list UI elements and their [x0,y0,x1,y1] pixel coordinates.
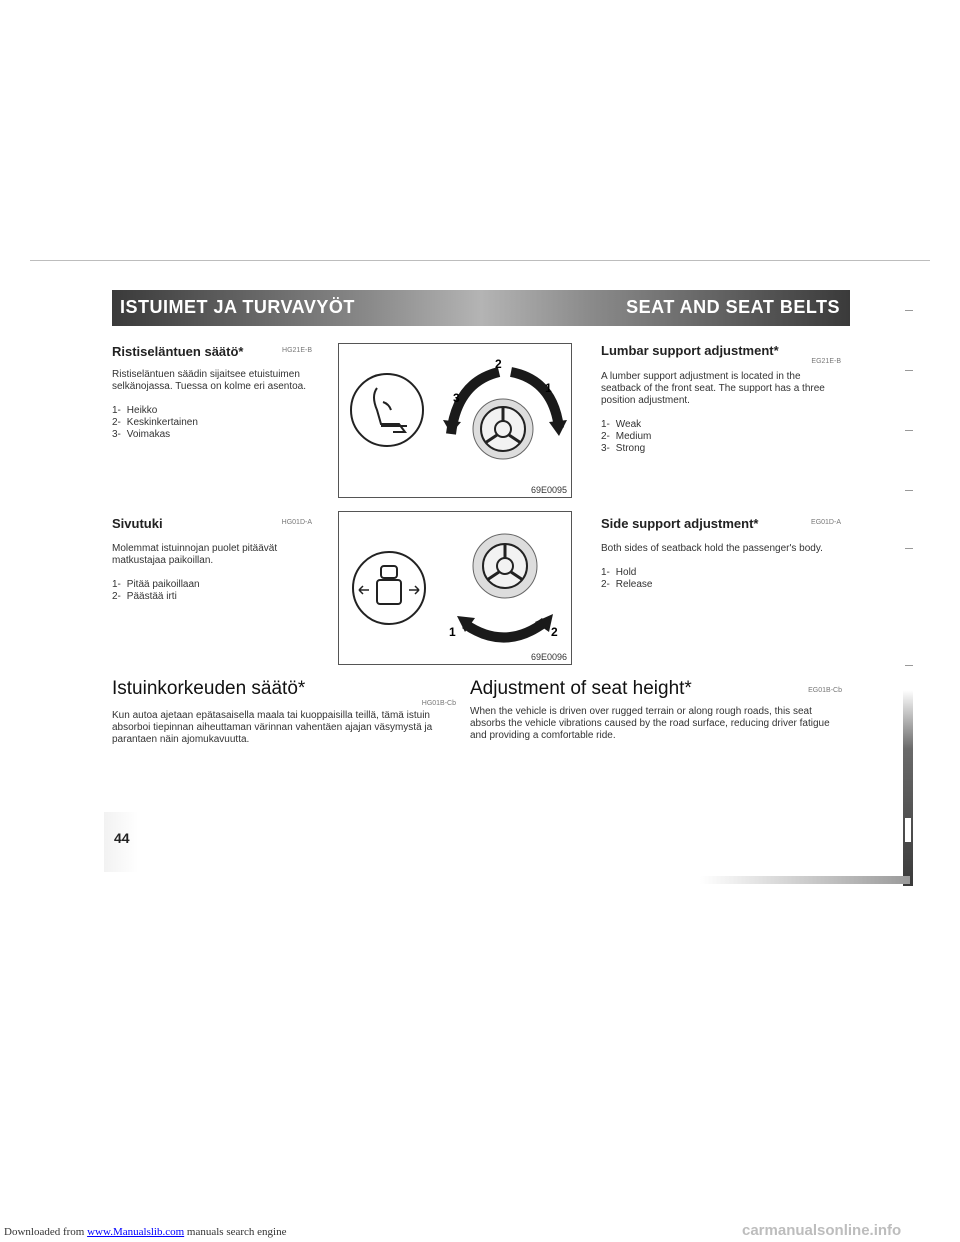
page-number: 44 [114,830,130,846]
list-item: 1- Pitää paikoillaan [112,579,200,590]
fi-lumbar-section [112,343,312,441]
en-side-title: Side support adjustment* [601,516,759,531]
fi-side-code: HG01D-A [281,519,312,526]
side-support-diagram [339,512,571,664]
position-label: 1 [449,625,456,639]
fi-side-section [112,515,312,603]
position-label: 2 [551,625,558,639]
list-item: 1- Hold [601,567,637,578]
en-lumbar-section [601,343,841,455]
en-lumbar-list [601,419,841,455]
en-side-section [601,515,841,591]
seat-icon [351,374,423,446]
en-lumbar-code: EG21E-B [811,358,841,365]
fi-height-title: Istuinkorkeuden säätö* [112,678,306,699]
fi-height-section [112,678,456,746]
top-rule [30,260,930,261]
fi-lumbar-title: Ristiseläntuen säätö* [112,344,244,359]
margin-tick [905,548,913,549]
position-label: 1 [545,381,552,395]
position-label: 2 [495,357,502,371]
footer-prefix: Downloaded from [4,1226,88,1238]
manualslib-link[interactable]: www.Manualslib.com [87,1226,185,1238]
list-item: 2- Medium [601,431,652,442]
en-lumbar-title: Lumbar support adjustment* [601,343,779,358]
list-item: 3- Voimakas [112,429,171,440]
figure-code: 69E0096 [530,652,567,662]
fi-side-title: Sivutuki [112,516,163,531]
banner-title-english: SEAT AND SEAT BELTS [626,297,840,317]
position-label: 3 [453,391,460,405]
binding-edge [903,690,913,886]
en-lumbar-text: A lumber support adjustment is located in the seatback of the front seat. The support has a three position adjustment. [601,371,825,406]
en-side-text: Both sides of seatback hold the passenger's body. [601,543,823,554]
list-item: 2- Release [601,579,653,590]
margin-tick [905,430,913,431]
list-item: 1- Weak [601,419,642,430]
fi-lumbar-list [112,405,312,441]
lumbar-figure [338,343,572,498]
en-height-section [470,678,842,742]
fi-side-text: Molemmat istuinnojan puolet pitäävät matkustajaa paikoillan. [112,543,278,566]
footer-suffix: manuals search engine [184,1226,287,1238]
download-footer [4,1226,286,1238]
list-item: 2- Keskinkertainen [112,417,198,428]
figure-code: 69E0095 [530,485,567,495]
lumbar-diagram [339,344,571,497]
en-height-text: When the vehicle is driven over rugged terrain or along rough roads, this seat absorbs the vehicle vibrations caused by the road surface, reducing driver fatigue and providing a comfortable ride. [470,706,830,741]
seat-side-icon [353,552,425,624]
binding-edge-highlight [905,818,911,842]
margin-tick [905,490,913,491]
side-support-figure [338,511,572,665]
side-knob-icon [473,534,537,598]
fi-height-code: HG01B-Cb [421,700,456,707]
fi-side-list [112,579,312,603]
fi-lumbar-code: HG21E-B [282,347,312,354]
list-item: 2- Päästää irti [112,591,177,602]
section-banner [112,290,850,326]
rotation-arrow-icon [457,614,553,638]
margin-tick [905,665,913,666]
list-item: 3- Strong [601,443,646,454]
en-side-list [601,567,841,591]
site-watermark: carmanualsonline.info [742,1222,902,1239]
margin-tick [905,370,913,371]
en-height-code: EG01B-Cb [808,687,842,694]
page-shadow [700,876,910,884]
list-item: 1- Heikko [112,405,158,416]
margin-tick [905,310,913,311]
lumbar-knob-icon [473,399,533,459]
fi-lumbar-text: Ristiseläntuen säädin sijaitsee etuistuimen selkänojassa. Tuessa on kolme eri asentoa. [112,369,306,392]
banner-title-finnish: ISTUIMET JA TURVAVYÖT [120,297,355,317]
fi-height-text: Kun autoa ajetaan epätasaisella maala tai kuoppaisilla teillä, tämä istuin absorboi tiepinnan aiheuttaman värinnan vahentäen ajajan väsymystä ja parantaen näin ajomukavuutta. [112,710,433,745]
en-height-title: Adjustment of seat height* [470,678,692,699]
en-side-code: EG01D-A [811,519,841,526]
